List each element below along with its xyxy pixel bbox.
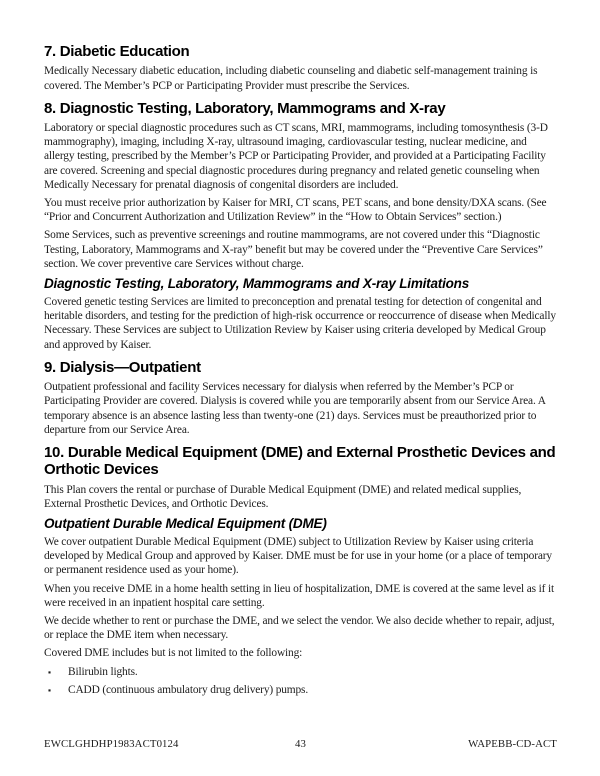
section-7-paragraph: Medically Necessary diabetic education, including diabetic counseling and diabetic self-management training is covered. The Member’s PCP or Participating Provider must prescribe the Services. [44, 65, 538, 92]
list-item [44, 665, 556, 679]
section-10-dme-paragraph-3: We decide whether to rent or purchase the DME, and we select the vendor. We also decide whether to repair, adjust, or replace the DME item when necessary. [44, 614, 555, 642]
section-7-heading: 7. Diabetic Education [44, 43, 190, 60]
section-8-limitations-paragraph: Covered genetic testing Services are limited to preconception and prenatal testing for detection of congenital and heritable disorders, and testing for the prediction of high-risk occurrence or reoccurrence of disease when Medically Necessary. These Services are subject to Utilization Review by Kaiser using criteria developed by Medical Group and approved by Kaiser. [44, 296, 556, 351]
document-content [44, 43, 556, 701]
section-8-paragraph-2: You must receive prior authorization by Kaiser for MRI, CT scans, PET scans, and bone density/DXA scans. (See “Prior and Concurrent Authorization and Utilization Review” in the “How to Obtain Services” section.) [44, 197, 547, 224]
footer-form-number: EWCLGHDHP1983ACT0124 [44, 738, 179, 750]
section-8-paragraph-3: Some Services, such as preventive screenings and routine mammograms, are not covered under this “Diagnostic Testing, Laboratory, Mammograms and X-ray” benefit but may be covered under the “Preventive Care Services” section. We cover preventive care Services without charge. [44, 229, 543, 270]
page-footer [44, 738, 557, 750]
section-10-paragraph: This Plan covers the rental or purchase of Durable Medical Equipment (DME) and related medical supplies, External Prosthetic Devices, and Orthotic Devices. [44, 483, 522, 510]
section-8-paragraph-1: Laboratory or special diagnostic procedures such as CT scans, MRI, mammograms, including tomosynthesis (3-D mammography), imaging, including X-ray, ultrasound imaging, cardiovascular testing, nuclear medicine, and allergy testing, prescribed by the Member’s PCP or Participating Provider, and provided at a Participating Facility are covered. Screening and special diagnostic procedures during pregnancy and related genetic counseling when Medically Necessary for prenatal diagnosis of congenital disorders are included. [44, 122, 548, 191]
list-item [44, 683, 556, 697]
footer-page-number: 43 [295, 738, 306, 750]
bullet-icon: ▪ [48, 666, 51, 677]
list-item-text: CADD (continuous ambulatory drug delivery) pumps. [68, 683, 309, 696]
section-10-dme-heading: Outpatient Durable Medical Equipment (DME) [44, 515, 327, 531]
section-8-heading: 8. Diagnostic Testing, Laboratory, Mammograms and X-ray [44, 99, 446, 117]
section-10-dme-paragraph-2: When you receive DME in a home health setting in lieu of hospitalization, DME is covered at the same level as if it were received in an inpatient hospital care setting. [44, 582, 555, 609]
section-10-dme-paragraph-1: We cover outpatient Durable Medical Equipment (DME) subject to Utilization Review by Kaiser using criteria developed by Medical Group and approved by Kaiser. DME must be for use in your home (or a place of temporary or permanent residence used as your home). [44, 535, 552, 577]
dme-covered-list [44, 665, 556, 697]
section-10-heading: 10. Durable Medical Equipment (DME) and External Prosthetic Devices and Orthotic Devices [44, 443, 556, 479]
section-10-dme-list-intro: Covered DME includes but is not limited to the following: [44, 647, 303, 660]
section-9-heading: 9. Dialysis—Outpatient [44, 358, 201, 376]
list-item-text: Bilirubin lights. [68, 665, 138, 678]
section-8-limitations-heading: Diagnostic Testing, Laboratory, Mammograms and X-ray Limitations [44, 276, 470, 292]
bullet-icon: ▪ [48, 684, 51, 695]
footer-document-code: WAPEBB-CD-ACT [468, 738, 557, 750]
section-9-paragraph: Outpatient professional and facility Services necessary for dialysis when referred by the Member’s PCP or Participating Provider are covered. Dialysis is covered while you are temporarily absent from our Service Area. A temporary absence is an absence lasting less than twenty-one (21) days. Services must be preauthorized prior to departure from our Service Area. [44, 381, 546, 436]
